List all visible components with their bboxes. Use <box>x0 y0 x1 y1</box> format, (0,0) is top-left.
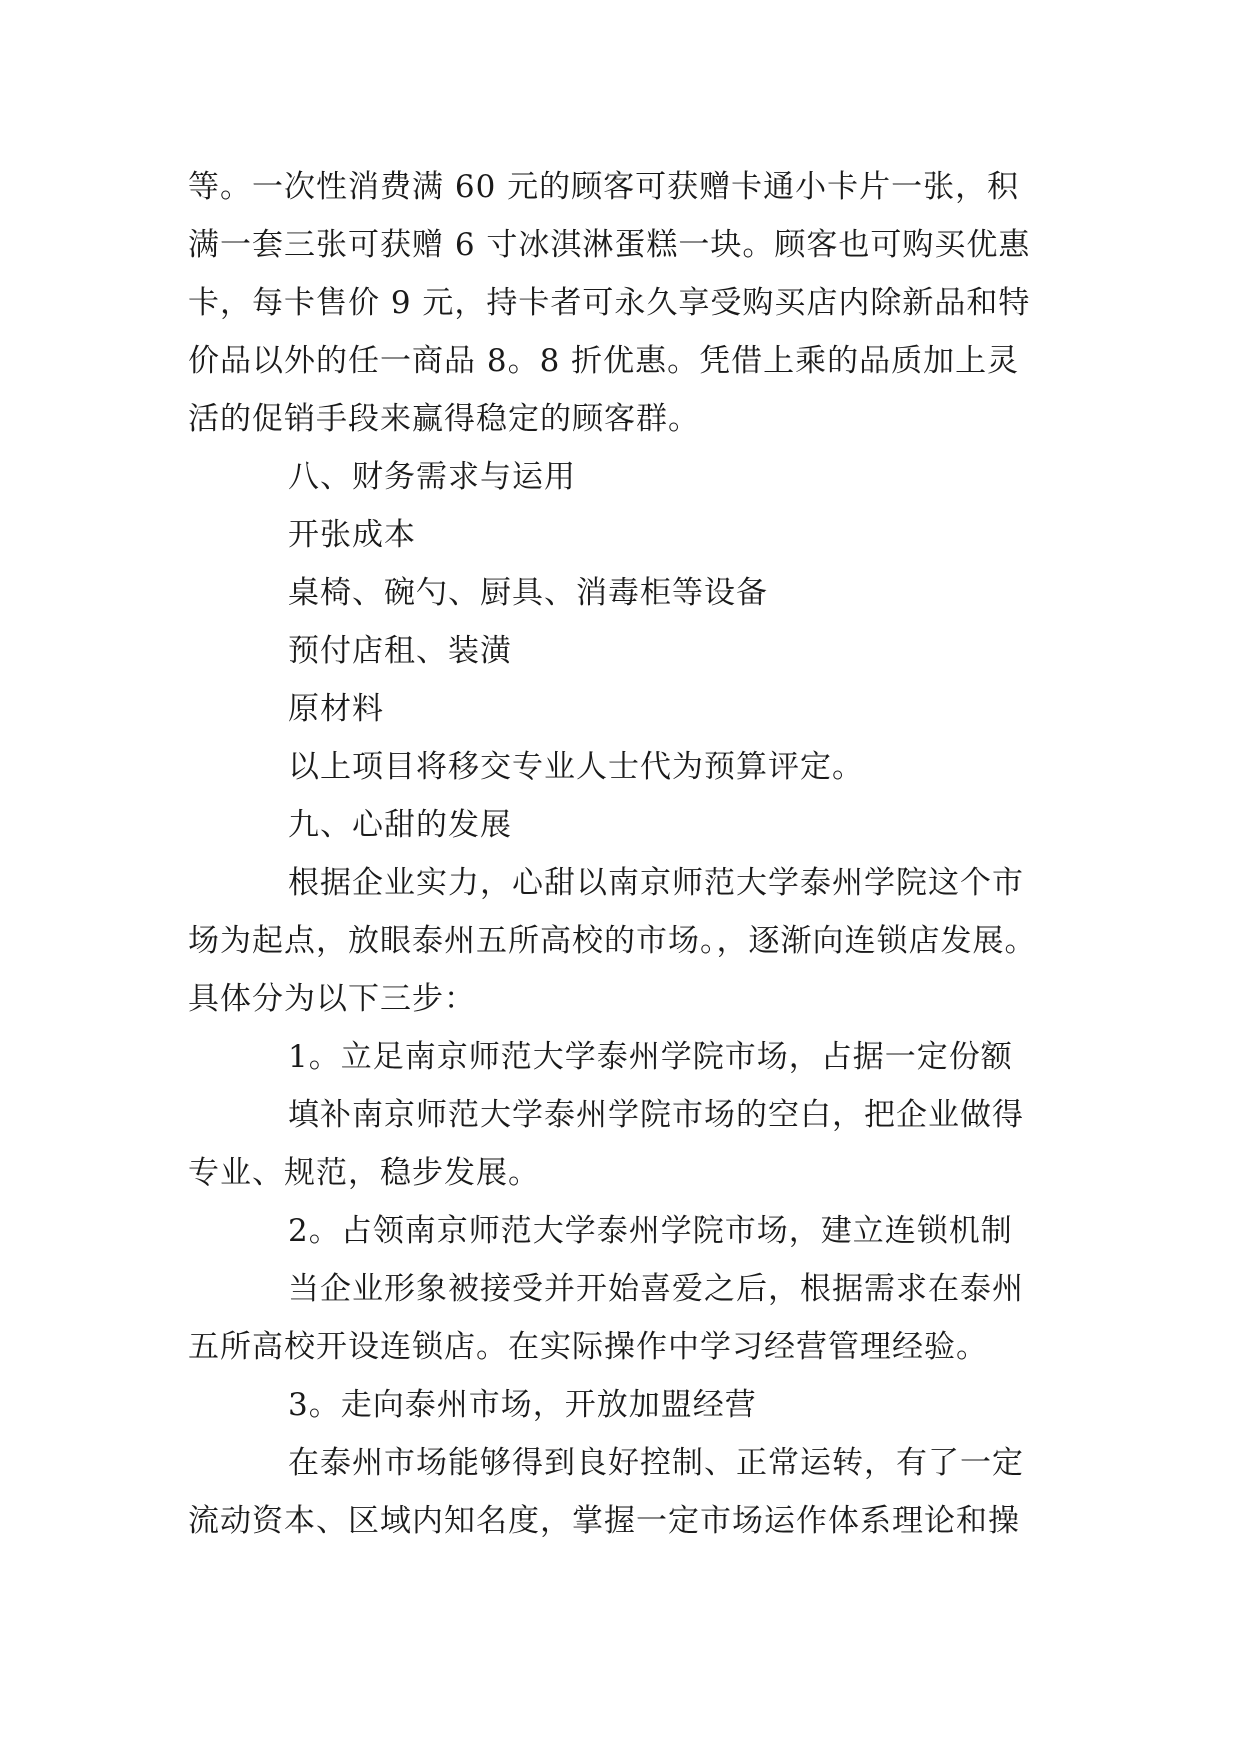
text-line: 开张成本 <box>288 517 416 553</box>
text-line: 在泰州市场能够得到良好控制、正常运转，有了一定 <box>288 1445 1024 1481</box>
text-line: 场为起点，放眼泰州五所高校的市场。，逐渐向连锁店发展。 <box>188 923 1037 959</box>
text-line: 价品以外的任一商品 8。8 折优惠。凭借上乘的品质加上灵 <box>188 343 1020 379</box>
text-line: 流动资本、区域内知名度，掌握一定市场运作体系理论和操 <box>188 1503 1020 1539</box>
text-line: 填补南京师范大学泰州学院市场的空白，把企业做得 <box>288 1097 1024 1133</box>
text-line: 等。一次性消费满 60 元的顾客可获赠卡通小卡片一张，积 <box>188 169 1020 205</box>
text-line: 卡，每卡售价 9 元，持卡者可永久享受购买店内除新品和特 <box>188 285 1031 321</box>
text-line: 预付店租、装潢 <box>288 633 512 669</box>
text-line: 以上项目将移交专业人士代为预算评定。 <box>288 749 864 785</box>
text-line: 根据企业实力，心甜以南京师范大学泰州学院这个市 <box>288 865 1024 901</box>
text-line: 满一套三张可获赠 6 寸冰淇淋蛋糕一块。顾客也可购买优惠 <box>188 227 1031 263</box>
text-line: 桌椅、碗勺、厨具、消毒柜等设备 <box>288 575 768 611</box>
document-body <box>188 158 1060 1550</box>
text-line: 当企业形象被接受并开始喜爱之后，根据需求在泰州 <box>288 1271 1024 1307</box>
text-line: 五所高校开设连锁店。在实际操作中学习经营管理经验。 <box>188 1329 988 1365</box>
text-line: 1。立足南京师范大学泰州学院市场，占据一定份额 <box>288 1039 1013 1075</box>
text-line: 专业、规范，稳步发展。 <box>188 1155 540 1191</box>
text-line: 活的促销手段来赢得稳定的顾客群。 <box>188 401 700 437</box>
text-line: 3。走向泰州市场，开放加盟经营 <box>288 1387 757 1423</box>
text-line: 八、财务需求与运用 <box>288 459 576 495</box>
text-line: 2。占领南京师范大学泰州学院市场，建立连锁机制 <box>288 1213 1013 1249</box>
text-line: 原材料 <box>288 691 384 727</box>
text-line: 具体分为以下三步： <box>188 981 476 1017</box>
text-line: 九、心甜的发展 <box>288 807 512 843</box>
